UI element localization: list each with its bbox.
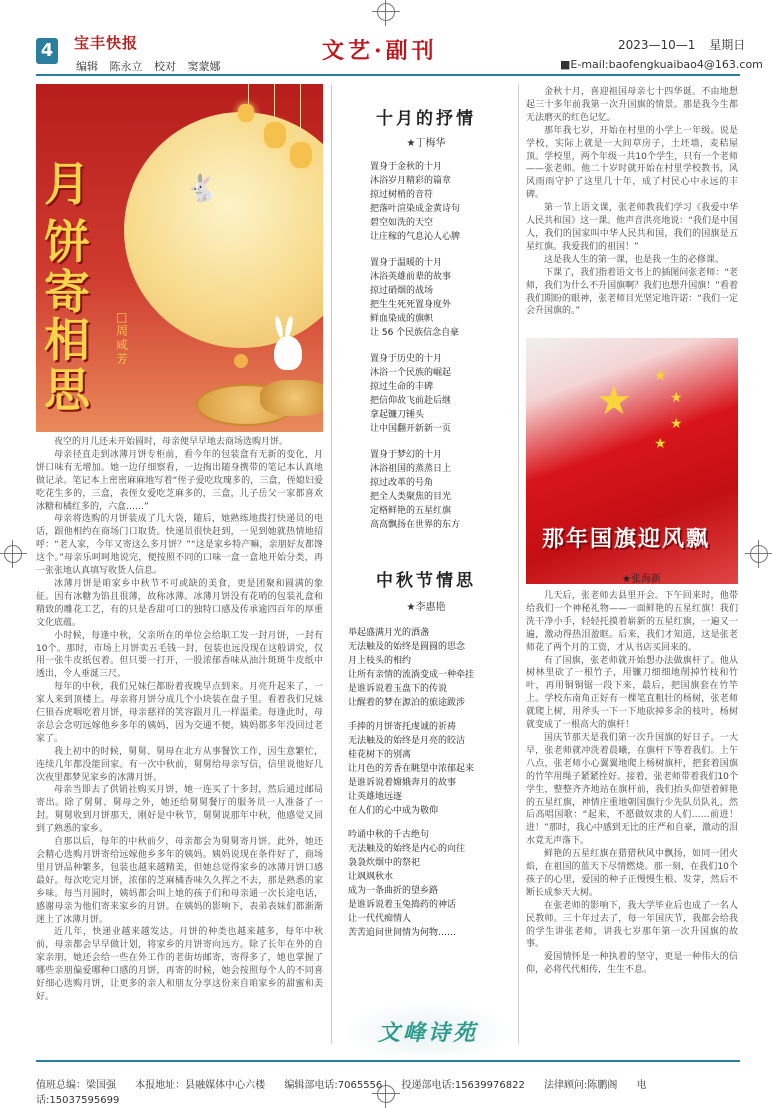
star-icon: ★ <box>654 436 667 452</box>
paragraph: 我上初中的时候，舅舅、舅母在北方从事餐饮工作，因生意繁忙，连续几年都没能回家。有一次中秋前，舅舅给母亲写信，信里说他好几次夜里都梦见家乡的冰薄月饼。 <box>36 746 323 783</box>
article-title-char: 相 <box>44 313 90 367</box>
article-body <box>526 86 738 318</box>
paragraph: 国庆节那天是我们第一次升国旗的好日子。一大早，张老师就冲洗着晨曦，在旗杆下等着我们。上午八点，张老师小心翼翼地爬上杨树旗杆，把套着国旗的竹竿用绳子紧紧拴好。接着，张老师带着我们10个学生，整整齐齐地站在旗杆前，我们抬头仰望着鲜艳的五星红旗，神情庄重地朝国旗行少先队员队礼，然后高唱国歌：“起来，不愿做奴隶的人们……前进！进！”那时，我心中感到无比的庄严和自豪，激动的泪水竟无声落下。 <box>526 732 738 847</box>
jade-rabbit-icon <box>274 336 302 370</box>
paragraph: 有了国旗，张老师就开始想办法做旗杆了。他从树林里砍了一根竹子，用镰刀细细地削掉竹枝和竹叶，再用铜铜锯一段下来，最后，把国旗套在竹竿上。学校东南角正好有一棵笔直粗壮的杨树，张老师就爬上树，用斧头一下一下地砍掉多余的枝叶，杨树就变成了一根高大的旗杆！ <box>526 655 738 731</box>
date-text: 2023—10—1 <box>618 38 696 52</box>
footer-item: 值班总编：梁国强 <box>36 1080 116 1091</box>
footer-item: 本报地址：县融媒体中心六楼 <box>135 1080 266 1091</box>
poem-title: 中秋节情思 <box>376 571 476 591</box>
star-icon: ★ <box>670 390 683 406</box>
paragraph: 母亲当即去了供销社购买月饼，她一连买了十多封，然后通过邮局寄出。除了舅舅、舅母之外，她还给舅舅餐厅的服务员一人准备了一封。舅舅收到月饼那天，刚好是中秋节，舅舅说那年中秋，他感觉又回到了熟悉的家乡。 <box>36 785 323 835</box>
paragraph: 鲜艳的五星红旗在猎猎秋风中飘扬，如同一团火焰，在祖国的蓝天下尽情燃烧。那一刻，在我们10个孩子的心里，爱国的种子正慢慢生根、发芽，然后不断长成参天大树。 <box>526 849 738 898</box>
paragraph: 几天后，张老师去县里开会。下午回来时，他带给我们一个神秘礼物——一面鲜艳的五星红旗！我们洗干净小手，轻轻托摸着崭新的五星红旗，一遍又一遍，激动得热泪盈眶。后来，我们才知道，这是张老师花了两个月的工资，才从书店买回来的。 <box>526 591 738 653</box>
star-icon: ★ <box>654 368 667 384</box>
poem-title: 十月的抒情 <box>376 109 476 129</box>
paragraph: 每年的中秋，我们兄妹仨都盼着夜晚早点到来。月亮升起来了，一家人来到顶楼上。母亲将月饼分成几个小块装在盘子里。看着我们兄妹仨狼吞虎咽吃着月饼，母亲慈祥的笑容跟月儿一样温柔。每逢此时，母亲总会念叨远嫁他乡多年的姨妈，因为交通不便，姨妈都多年没回过老家了。 <box>36 682 323 744</box>
paragraph: 冰薄月饼是咱家乡中秋节不可或缺的美食，更是团聚和圆满的象征。因有冰糖为馅且很薄，故称冰薄。冰薄月饼没有花哨的包装礼盒和精致的雕花工艺，有的只是香甜可口的独特口感及传承逾四百年的厚重文化底蕴。 <box>36 578 323 628</box>
footer-item: 投递部电话:15639976822 <box>401 1080 525 1091</box>
poem-body: 置身于金秋的十月 沐浴岁月精彩的篇章 掠过树梢的音符 把落叶渲染成金黄诗句 碧空如洗的天空 让庄稼的气息沁人心脾 置身于温暖的十月 沐浴英雄前辈的故事 掠过硝烟的战场 把生生死死置身度外 鲜血染成的旗帜 让 56 个民族信念自豪 置身于历史的十月 沐浴一个民族的崛起 掠过生命的丰碑 把信仰故飞前赴后继 拿起镰刀锤头 让中国翻开新新一页 置身于梦幻的十月 沐浴祖国的蒸蒸日上 掠过改革的号角 把全人类聚焦的目光 定格鲜艳的五星红旗 高高飘扬在世界的东方 <box>370 162 461 530</box>
editor-credits <box>76 58 229 74</box>
footer-item: 编辑部电话:7065556 <box>284 1080 383 1091</box>
footer-rule <box>36 1060 740 1062</box>
registration-mark <box>750 545 768 563</box>
article-title-char: 寄 <box>44 265 90 319</box>
rabbit-icon: 🐇 <box>186 174 219 204</box>
article-title-char: 饼 <box>44 215 90 269</box>
orb-icon <box>234 354 248 368</box>
paragraph: 小时候，每逢中秋，父亲所在的单位会给职工发一封月饼，一封有10个。那时，市场上月饼卖五毛钱一封，包装也远没现在这般讲究，仅用一张牛皮纸包着。但只要一打开，一股浓郁香味从油汁斑斑牛皮纸中透出，令人垂涎三尺。 <box>36 630 323 680</box>
registration-mark <box>377 3 395 21</box>
editor-name: 陈永立 <box>109 60 143 73</box>
article-body <box>36 436 323 1004</box>
paragraph: 在张老师的影响下，我大学毕业后也成了一名人民教师。三十年过去了，每一年国庆节，我都会给我的学生讲张老师，讲我七岁那年第一次升国旗的故事。 <box>526 900 738 950</box>
paragraph: 那年我七岁，开始在村里的小学上一年级。说是学校，实际上就是一大间草房子，土坯墙，麦秸屋顶。学校里，两个年级一共10个学生，只有一个老师——张老师。他二十岁时就开始在村里学校教书，风风雨雨守护了这里几十年，成了村民心中永远的丰碑。 <box>526 125 738 201</box>
column-divider <box>518 84 519 1044</box>
mooncake-icon <box>260 380 323 416</box>
paragraph: 夜空的月儿还未开始圆时，母亲便早早地去商场选购月饼。 <box>54 437 289 447</box>
footer-item: 电话:15037595699 <box>36 1080 647 1106</box>
lantern-icon <box>238 104 254 122</box>
column-logo: 文峰诗苑 <box>378 1020 479 1046</box>
article-body <box>526 590 738 977</box>
paragraph: 下课了，我们指着语文书上的插图问张老师：“老师，我们为什么不升国旗啊？我们也想升国旗！”看着我们期盼的眼神，张老师目光坚定地许诺：“我们一定会升国旗的。” <box>526 267 738 317</box>
proofreader-name: 窦蒙娜 <box>187 60 221 73</box>
poem-body: 举起盛满月光的酒盏 无法触及的始终是圆圆的思念 月上枝头的相约 让所有亲情的流淌变成一种牵挂 是谁诉说着玉盘下的传说 让醒着的梦在源泊的旅途跋涉 手捧的月饼寄托虔诚的祈祷 无法触及的始终是月亮的皎洁 桂花树下的别离 让月色的芳香在眺望中浓郁起来 是谁诉说着嫦娥奔月的故事 让英雄地远逐 在人们的心中成为敬仰 吟诵中秋的千古绝句 无法触及的始终是内心的向往 袅袅炊烟中的祭祀 让飒飒秋水 成为一条曲折的望乡路 是谁诉说着玉兔捣药的神话 让一代代痴情人 苦苦追问世间情为何物…… <box>348 628 475 938</box>
column-divider <box>331 84 332 1044</box>
proof-label: 校对 <box>154 60 176 73</box>
registration-mark <box>4 545 22 563</box>
poem-author: ★李惠艳 <box>406 602 446 613</box>
footer-info <box>36 1076 740 1106</box>
paragraph: 母亲径直走到冰薄月饼专柜前，看今年的包装盒有无新的变化，月饼口味有无增加。她一边仔细察看，一边掏出随身携带的笔记本认真地做记录。笔记本上密密麻麻地写着“侄子爱吃玫瑰多的，三盒，侄媳妇爱吃花生多的，三盒，表侄女爱吃芝麻多的，三盒，儿子岳父一家都喜欢冰糖和橘红多的，六盒……” <box>36 449 323 512</box>
article-title: 那年国旗迎风飘 <box>542 526 711 552</box>
poem-author: ★丁梅华 <box>406 138 446 149</box>
section-title: 文艺·副刊 <box>322 38 438 64</box>
article-author: ★张海新 <box>622 574 661 585</box>
paragraph: 自那以后，每年的中秋前夕，母亲都会为舅舅寄月饼。此外，她还会精心选购月饼寄给远嫁他乡多年的姨妈。姨妈说现在条件好了，商场里月饼品种繁多，包装也越来越精美，但她总觉得家乡的冰薄月饼口感最好。每次吃完月饼，浓郁的芝麻橘香味久久挥之不去，那是熟悉的家乡味。每当月圆时，姨妈都会叫上她的孩子们和母亲通一次长途电话，感谢母亲为他们寄来家乡的月饼。在姨妈的影响下，表弟表妹们都渐渐迷上了冰薄月饼。 <box>36 837 323 925</box>
paragraph: 母亲将选购的月饼装成了几大袋，随后，她熟练地拨打快递员的电话，跟他相约在商场门口取货。快递员很快赶到，一见到她就热情地招呼：“老人家，今年又寄这么多月饼？”“这是家乡特产嘛，亲朋好友都馋这个。”母亲乐呵呵地说完，便按照不同的口味一盒一盒地开始分类，再一张张地认真填写收货人信息。 <box>36 514 323 577</box>
paragraph: 第一节上语文课，张老师教我们学习《我爱中华人民共和国》这一课。他声音洪亮地说：“我们是中国人，我们的国家叫中华人民共和国，我们的国旗是五星红旗。我爱我们的祖国！” <box>526 203 738 252</box>
star-icon: ★ <box>670 416 683 432</box>
paragraph: 金秋十月，喜迎祖国母亲七十四华诞。不由地想起三十多年前我第一次升国旗的情景。那是我今生都无法磨灭的红色记忆。 <box>526 87 738 123</box>
page-number: 4 <box>36 38 58 64</box>
lantern-icon <box>290 142 312 168</box>
article-author: □周咸芳 <box>116 310 129 366</box>
star-icon: ★ <box>596 378 632 424</box>
article-title-char: 月 <box>44 157 90 211</box>
paragraph: 近几年，快递业越来越发达，月饼的种类也越来越多，每年中秋前，母亲都会早早做计划，将家乡的月饼寄向远方。除了长年在外的自家亲朋，她还会给一些在外工作的老街坊邮寄，寄得多了，她也掌握了哪些亲朋偏爱哪种口感的月饼，再寄的时候，她会按照每个人的不同喜好细心选购月饼，让更多的亲人和朋友分享这份来自咱家乡的甜蜜和美好。 <box>36 927 323 1002</box>
footer-item: 法律顾问:陈鹏阁 <box>544 1080 618 1091</box>
paragraph: 这是我人生的第一课，也是我一生的必修课。 <box>544 254 725 265</box>
weekday-text: 星期日 <box>709 38 746 52</box>
newspaper-logo: 宝丰快报 <box>74 34 139 52</box>
lantern-icon <box>264 122 286 148</box>
paragraph: 爱国情怀是一种执着的坚守，更是一种伟大的信仰，必将代代相传，生生不息。 <box>526 952 738 976</box>
article-title-char: 思 <box>44 363 90 417</box>
editor-label: 编辑 <box>76 60 98 73</box>
contact-email: ■E-mail:baofengkuaibao4@163.com <box>560 58 763 71</box>
issue-date <box>618 36 755 53</box>
header-rule <box>36 74 740 76</box>
